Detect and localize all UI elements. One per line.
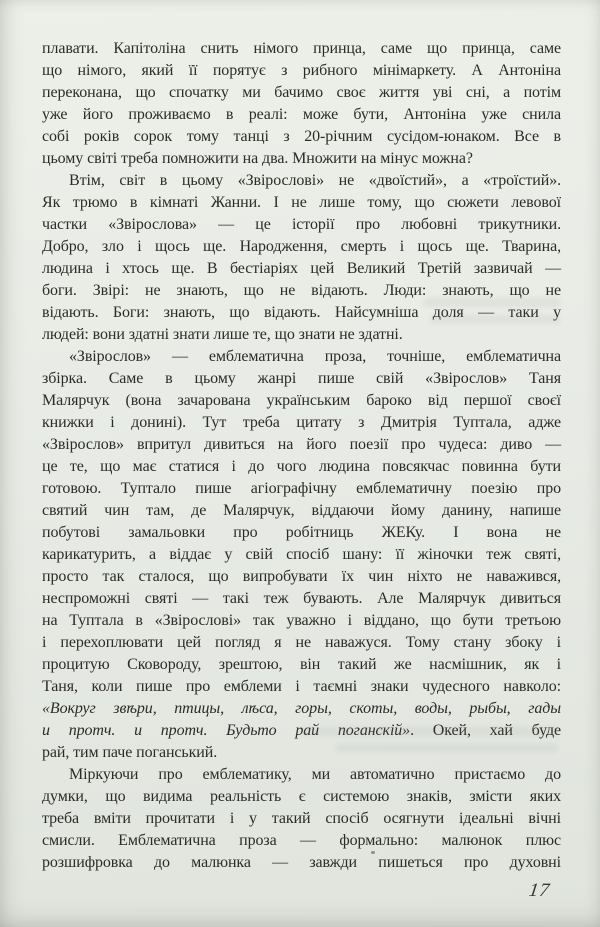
text-line [42, 38, 561, 60]
body-text-segment: готовою. Туптало пише агіографічну емблематичну поезію про [42, 480, 561, 497]
body-text [42, 38, 561, 874]
body-text-segment: відають. Боги: знають, що відають. Найсумніша доля — таки у [42, 304, 561, 321]
text-line [42, 588, 561, 610]
text-line [42, 148, 561, 170]
body-text-segment: Втім, світ в цьому «Звірослові» не «двоїстий», а «троїстий». [69, 172, 561, 189]
text-line [42, 302, 561, 324]
body-text-segment: і перехоплювати цей погляд я не наважуся. Тому стану збоку і [42, 634, 561, 651]
body-text-segment: Таня, коли пише про емблеми і таємні знаки чудесного навколо: [42, 678, 561, 695]
body-text-segment: Добро, зло і щось ще. Народження, смерть і щось ще. Тварина, [42, 238, 561, 255]
body-text-segment: «Звірослов» — емблематична проза, точніше, емблематична [69, 348, 561, 365]
text-line [42, 566, 561, 588]
text-line [42, 786, 561, 808]
text-line [42, 346, 561, 368]
body-text-segment: неспроможні святі — такі теж бувають. Але Малярчук дивиться [42, 590, 561, 607]
scan-speck [371, 851, 375, 854]
text-line [42, 742, 561, 764]
text-line [42, 456, 561, 478]
body-text-segment: уже його проживаємо в реалі: може бути, Антоніна уже снила [42, 106, 561, 123]
body-text-segment: переконана, що спочатку ми бачимо своє життя уві сні, а потім [42, 84, 561, 101]
text-line [42, 478, 561, 500]
body-text-segment: думки, що видима реальність є системою знаків, змісти яких [42, 788, 561, 805]
body-text-segment: цьому світі треба помножити на два. Множити на мінус можна? [42, 150, 473, 167]
body-text-segment: святий чин там, де Малярчук, віддаючи йому данину, напише [42, 502, 561, 519]
text-line [42, 192, 561, 214]
body-text-segment: рай, тим паче поганський. [42, 744, 218, 761]
text-line [42, 852, 561, 874]
body-text-segment: карикатурить, а віддає у свій спосіб шану: її жіночки теж святі, [42, 546, 561, 563]
text-line [42, 214, 561, 236]
text-line [42, 676, 561, 698]
body-text-segment: людей: вони здатні знати лише те, що знати не здатні. [42, 326, 403, 343]
body-text-segment: розшифровка до малюнка — завжди пишеться про духовні [42, 854, 561, 871]
text-line [42, 324, 561, 346]
text-line [42, 632, 561, 654]
text-line [42, 830, 561, 852]
quoted-italic-text: и протч. и протч. Будьто рай поганскій» [42, 722, 411, 739]
body-text-segment: це те, що має статися і до чого людина повсякчас повинна бути [42, 458, 561, 475]
text-line [42, 434, 561, 456]
text-line [42, 654, 561, 676]
body-text-segment: Малярчук (вона зачарована українським бароко від першої своєї [42, 392, 561, 409]
body-text-segment: побутові замальовки про робітниць ЖЕКу. І вона не [42, 524, 561, 541]
body-text-segment: собі років сорок тому танці з 20-річним сусідом-юнаком. Все в [42, 128, 561, 145]
text-line [42, 368, 561, 390]
body-text-segment: що німого, який її порятує з рибного мінімаркету. А Антоніна [42, 62, 561, 79]
body-text-segment: процитую Сковороду, зрештою, він такий же насмішник, як і [42, 656, 561, 673]
text-line [42, 60, 561, 82]
body-text-segment: боги. Звірі: не знають, що не відають. Люди: знають, що не [42, 282, 561, 299]
body-text-segment: людина і хтось ще. В бестіаріях цей Великий Третій зазвичай — [42, 260, 561, 277]
text-line [42, 390, 561, 412]
body-text-segment: плавати. Капітоліна снить німого принца, саме що принца, саме [42, 40, 561, 57]
body-text-segment: . Окей, хай буде [410, 722, 561, 739]
text-line [42, 126, 561, 148]
text-line [42, 280, 561, 302]
text-line [42, 170, 561, 192]
text-line [42, 544, 561, 566]
body-text-segment: смисли. Емблематична проза — формально: малюнок плюс [42, 832, 561, 849]
quoted-italic-text: «Вокруг звѣри, птицы, лѣса, горы, скоты, воды, рыбы, гады [42, 700, 561, 717]
body-text-segment: збірка. Саме в цьому жанрі пише свій «Звірослов» Таня [42, 370, 561, 387]
text-line [42, 500, 561, 522]
text-line [42, 412, 561, 434]
body-text-segment: Як трюмо в кімнаті Жанни. І не лише тому, що сюжети левової [42, 194, 561, 211]
text-line [42, 610, 561, 632]
text-line [42, 764, 561, 786]
body-text-segment: «Звірослов» впритул дивиться на його поезії про чудеса: диво — [42, 436, 561, 453]
body-text-segment: на Туптала в «Звірослові» так уважно і віддано, що бути третьою [42, 612, 561, 629]
text-line [42, 522, 561, 544]
text-line [42, 236, 561, 258]
text-line [42, 82, 561, 104]
body-text-segment: просто так сталося, що випробувати їх чин ніхто не наважився, [42, 568, 561, 585]
text-line [42, 808, 561, 830]
text-line [42, 698, 561, 720]
body-text-segment: книжки і донині). Тут треба цитату з Дмитрія Туптала, адже [42, 414, 561, 431]
text-line [42, 104, 561, 126]
text-line [42, 720, 561, 742]
page-number: 17 [527, 880, 552, 901]
body-text-segment: частки «Звірослова» — це історії про любовні трикутники. [42, 216, 561, 233]
body-text-segment: Міркуючи про емблематику, ми автоматично пристаємо до [69, 766, 561, 783]
body-text-segment: треба вміти прочитати і у такий спосіб осягнути ідеальні вічні [42, 810, 561, 827]
text-line [42, 258, 561, 280]
